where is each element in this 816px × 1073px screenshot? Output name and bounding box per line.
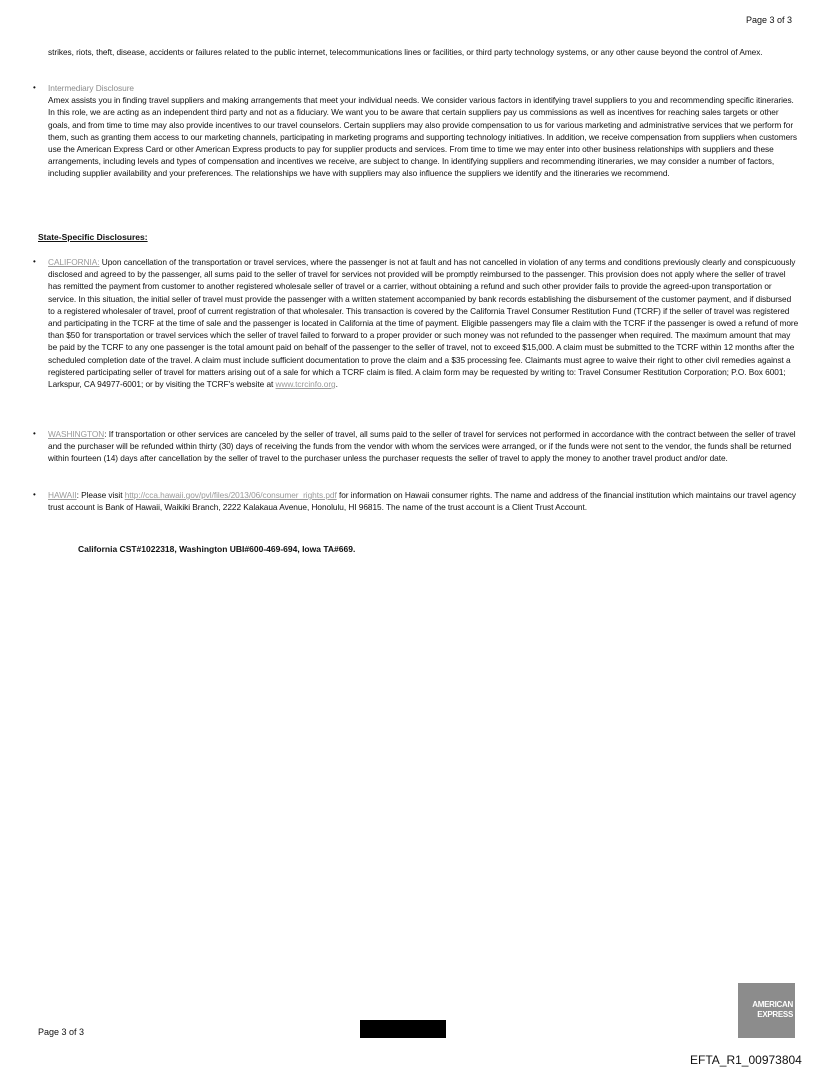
registration-numbers: California CST#1022318, Washington UBI#600-469-694, Iowa TA#669. (78, 544, 356, 554)
california-end: . (335, 379, 338, 390)
hawaii-consumer-rights-link[interactable]: http://cca.hawaii.gov/pvl/files/2013/06/consumer_rights.pdf (124, 490, 337, 500)
intermediary-disclosure-title: Intermediary Disclosure (48, 83, 134, 93)
washington-body: : If transportation or other services are canceled by the seller of travel, all sums paid to the seller of travel for services not performed in accordance with the contract between the seller of travel and the purchaser will be refunded within thirty (30) days of receiving the funds from the vendor with whom the services were arranged, or if the funds were not sent to the vendor, the funds shall be returned within fourteen (14) days after cancellation by the seller of travel to the purchaser unless the purchaser requests the seller of travel to apply the money to another travel product and/or date. (48, 429, 796, 464)
hawaii-disclosure (33, 489, 800, 513)
california-link[interactable]: CALIFORNIA: (48, 257, 100, 267)
footer-page-indicator: Page 3 of 3 (38, 1027, 85, 1037)
california-body: Upon cancellation of the transportation or travel services, where the passenger is not at fault and has not cancelled in violation of any terms and conditions previously clearly and conspicuously disclosed and agreed to by the passenger, all sums paid to the seller of travel for services not provided will be promptly reimbursed to the passenger. This provision does not apply where the seller of travel has remitted the payment from customer to another registered wholesale seller of travel or a carrier, without obtaining a refund and such other provider fails to provide the agreed-upon transportation or service. In this situation, the initial seller of travel must provide the passenger with a written statement accompanied by bank records establishing the disbursement of the customer payment, and if disbursed to a registered wholesaler of travel, proof of current registration of that wholesaler. This transaction is covered by the California Travel Consumer Restitution Fund (TCRF) if the seller of travel was registered and participating in the TCRF at the time of sale and the passenger is located in California at the time of payment. Eligible passengers may file a claim with the TCRF if the passenger is owed a refund of more than $50 for transportation or travel services which the seller of travel failed to forward to a proper provider or such money was not refunded to the passenger when required. The maximum amount that may be paid by the TCRF to any one passenger is the total amount paid on behalf of the passenger to the seller of travel, not to exceed $15,000. A claim must be submitted to the TCRF within 12 months after the scheduled completion date of the travel. A claim must include sufficient documentation to prove the claim and a $35 processing fee. Claimants must agree to waive their right to other civil remedies against a registered participating seller of travel for matters arising out of a sale for which a TCRF claim is filed. A claim form may be requested by writing to: Travel Consumer Restitution Corporation; P.O. Box 6001; Larkspur, CA 94977-6001; or by visiting the TCRF's website at (48, 257, 799, 390)
tcrf-website-link[interactable]: www.tcrcinfo.org (275, 379, 336, 390)
header-page-indicator: Page 3 of 3 (745, 15, 792, 25)
hawaii-body: for information on Hawaii consumer rights. The name and address of the financial institution which maintains our travel agency trust account is Bank of Hawaii, Waikiki Branch, 2222 Kalakaua Avenue, Honolulu, HI 96815. The name of the trust account is a Client Trust Account. (48, 490, 796, 513)
bullet: • (33, 257, 36, 266)
washington-link[interactable]: WASHINGTON (48, 429, 105, 439)
redaction-box (360, 1020, 446, 1038)
bullet: • (33, 429, 36, 438)
american-express-logo (738, 983, 795, 1038)
washington-disclosure (33, 428, 800, 465)
intro-paragraph: strikes, riots, theft, disease, accidents or failures related to the public internet, telecommunications lines or facilities, or third party technology systems, or any other cause beyond the control of Amex. (48, 47, 763, 57)
hawaii-link[interactable]: HAWAII (48, 490, 77, 500)
hawaii-pre: : Please visit (76, 490, 125, 500)
bullet: • (33, 83, 36, 92)
logo-line1: AMERICAN (752, 1000, 793, 1009)
intermediary-disclosure-section (33, 82, 800, 180)
logo-line2: EXPRESS (757, 1010, 793, 1019)
bullet: • (33, 490, 36, 499)
intermediary-disclosure-body: Amex assists you in finding travel suppliers and making arrangements that meet your individual needs. We consider various factors in identifying travel suppliers to you and recommending specific itineraries. In this role, we are acting as an independent third party and not as a fiduciary. We want you to be aware that certain suppliers pay us commissions as well as incentives for reaching sales targets or other goals, and from time to time may also provide incentives to our travel counselors. Certain suppliers may also provide compensation to us for various marketing and administrative services that we perform for them, such as granting them access to our marketing channels, participating in marketing programs and supporting technology initiatives. In addition, we receive compensation from suppliers when customers use the American Express Card or other American Express products to pay for supplier products and services. From time to time we may enter into other business relationships with suppliers and these arrangements, including levels and types of compensation and incentives we receive, are subject to change. In identifying suppliers and recommending itineraries, we may consider a number of factors, including supplier availability and your preferences. The relationships we have with suppliers may also influence the suppliers we identify and the itineraries we recommend. (48, 95, 797, 179)
california-disclosure (33, 256, 800, 390)
document-id: EFTA_R1_00973804 (690, 1053, 802, 1067)
state-disclosures-heading: State-Specific Disclosures: (38, 232, 148, 242)
